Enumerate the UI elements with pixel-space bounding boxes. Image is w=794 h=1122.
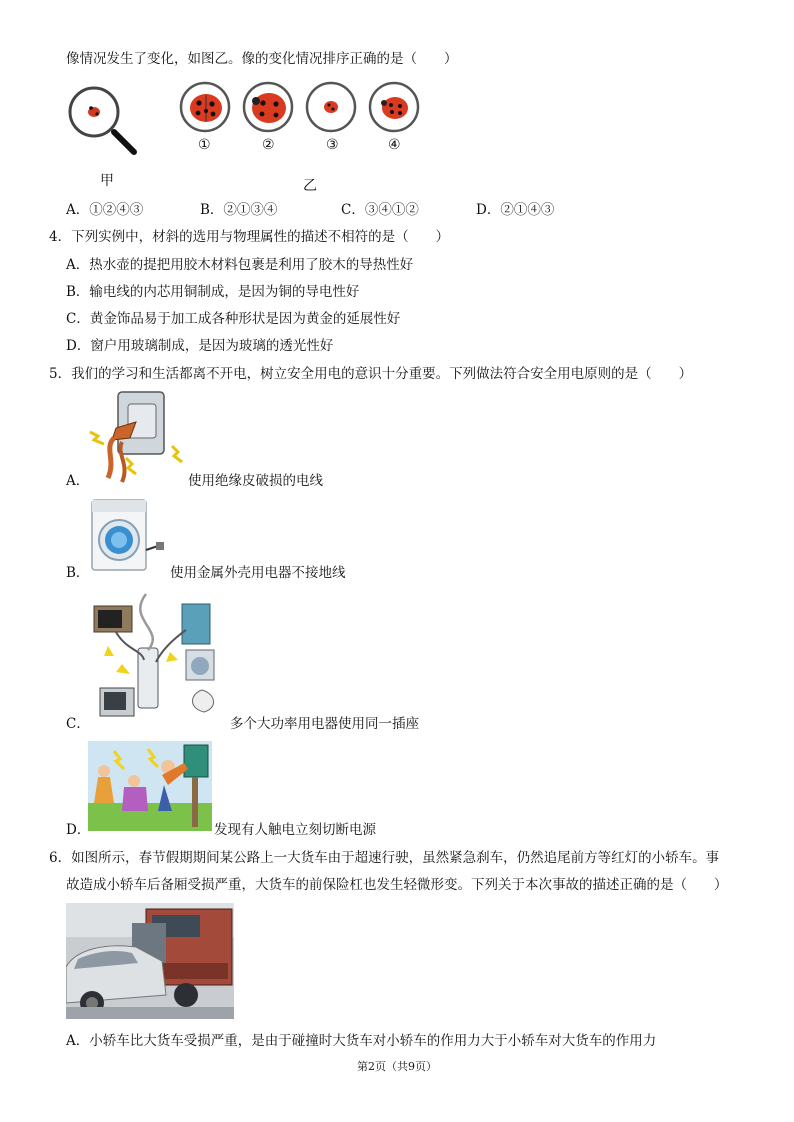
ladybug-circle-3: [305, 81, 357, 133]
q3-option-b: B．②①③④: [200, 202, 278, 218]
q5-option-a-text: 使用绝缘皮破损的电线: [188, 473, 323, 489]
q5-option-a-letter: A．: [66, 473, 90, 489]
q6-stem-line2: 故造成小轿车后备厢受损严重，大货车的前保险杠也发生轻微形变。下列关于本次事故的描述正确的是（ ）: [66, 877, 728, 893]
q4-option-a: A．热水壶的提把用胶木材料包裹是利用了胶木的导热性好: [66, 257, 414, 273]
q3-stem-tail: 像情况发生了变化，如图乙。像的变化情况排序正确的是（ ）: [66, 51, 458, 67]
ladybug-circle-1: [179, 81, 231, 133]
q5-option-c-text: 多个大功率用电器使用同一插座: [230, 716, 419, 732]
q5-stem: 5．我们的学习和生活都离不开电，树立安全用电的意识十分重要。下列做法符合安全用电原则的是（ ）: [49, 366, 693, 382]
damaged-wire-image: [86, 388, 186, 488]
fig-yi-label: 乙: [303, 178, 317, 194]
washing-machine-image: [86, 498, 170, 574]
circle-label-3: ③: [326, 137, 339, 153]
ladybug-circle-4: [368, 81, 420, 133]
q5-option-d-letter: D．: [66, 822, 91, 838]
cut-power-image: [88, 741, 212, 831]
q6-option-a: A．小轿车比大货车受损严重，是由于碰撞时大货车对小轿车的作用力大于小轿车对大货车的作用力: [66, 1033, 657, 1049]
circle-label-2: ②: [262, 137, 275, 153]
q3-option-d: D．②①④③: [476, 202, 555, 218]
q5-option-c-letter: C．: [66, 716, 90, 732]
magnifier-figure: [64, 84, 144, 160]
circle-label-4: ④: [388, 137, 401, 153]
q5-option-b-text: 使用金属外壳用电器不接地线: [170, 565, 346, 581]
q4-option-d: D．窗户用玻璃制成，是因为玻璃的透光性好: [66, 338, 334, 354]
q3-option-a: A．①②④③: [66, 202, 144, 218]
truck-crash-photo: [66, 903, 234, 1019]
q4-option-b: B．输电线的内芯用铜制成，是因为铜的导电性好: [66, 284, 360, 300]
q4-stem: 4．下列实例中，材斜的选用与物理属性的描述不相符的是（ ）: [49, 229, 450, 245]
ladybug-circle-2: [242, 81, 294, 133]
circle-label-1: ①: [198, 137, 211, 153]
fig-jia-label: 甲: [100, 173, 114, 189]
q4-option-c: C．黄金饰品易于加工成各种形状是因为黄金的延展性好: [66, 311, 401, 327]
q3-option-c: C．③④①②: [341, 202, 419, 218]
q5-option-b-letter: B．: [66, 565, 90, 581]
overloaded-socket-image: [86, 590, 230, 726]
page-footer: 第2页（共9页）: [357, 1060, 437, 1073]
q5-option-d-text: 发现有人触电立刻切断电源: [214, 822, 376, 838]
q6-stem-line1: 6．如图所示，春节假期期间某公路上一大货车由于超速行驶，虽然紧急刹车，仍然追尾前方等红灯的小轿车。事: [49, 850, 720, 866]
